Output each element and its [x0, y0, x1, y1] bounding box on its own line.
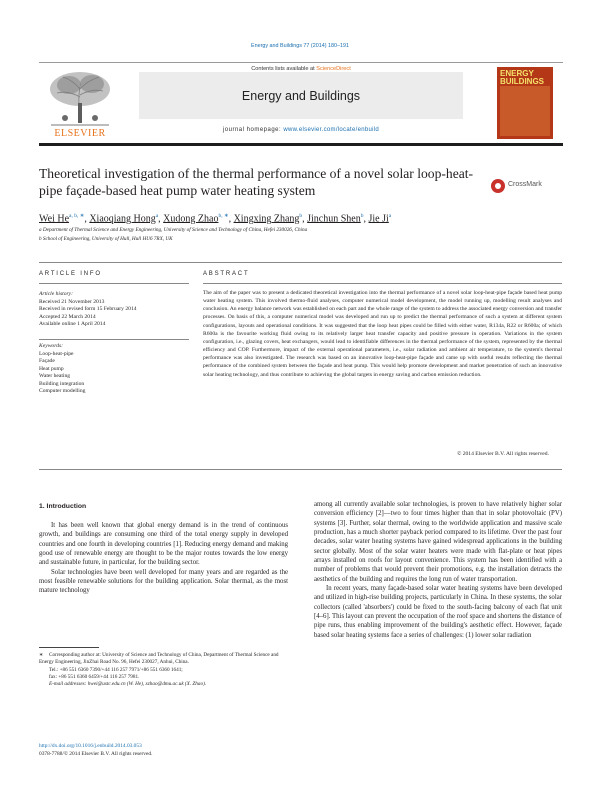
footnote-tel: Tel.: +86 551 6360 7390/+44 116 257 7971/+86 551 6360 1641;	[49, 666, 183, 673]
abstract-text: The aim of the paper was to present a dedicated theoretical investigation into the thermal performance of a novel solar loop-heat-pipe façade based heat pump water heating system. This involved thermo-fluid analyses, computer numerical model development, the model running up, modelling result analyses and conclusion. An energy balance network was established on each part and the whole range of the system to address the associated energy conversion and transfer processes. On basis of this, a computer numerical model was developed and run up to predict the thermal performance of such a system at different system configurations, layouts and operational conditions. It was suggested that the loop heat pipes could be filled with either water, R134a, R22 or R600a; of which R600a is the favourite working fluid owing to its relatively larger heat transfer capacity and positive pressure in operation. Variations in the system configuration, i.e., glazing covers, heat exchangers, would lead to identifiable differences in the thermal performance of the system, represented by the thermal efficiency and COP. Furthermore, impact of the external operational parameters, i.e., solar radiation and ambient air temperature, to the system's thermal performance was also investigated. The research was based on an innovative loop-heat-pipe façade and came up with useful results reflecting the thermal performance of the combined system between the façade and heat pump. This would help promote development and market penetration of such an innovative solar heating technology, and thus contribute to achieving the global targets in energy saving and carbon emission reduction.	[203, 290, 562, 378]
author-name[interactable]: Jie Ji	[368, 213, 389, 225]
contents-prefix: Contents lists available at	[251, 66, 317, 72]
author-affil[interactable]: a	[388, 213, 392, 219]
article-info-heading: ARTICLE INFO	[39, 271, 102, 277]
author-name[interactable]: Jinchun Shen	[307, 213, 361, 225]
journal-header	[39, 62, 563, 146]
divider	[39, 339, 189, 340]
affiliation-a: a Department of Thermal Science and Energy Engineering, University of Science and Technology of China, Hefei 230026, China	[39, 227, 308, 233]
keyword-item: Water heating	[39, 373, 71, 379]
keyword-item: Building integration	[39, 380, 85, 387]
affiliations	[39, 226, 559, 243]
crossmark-label: CrossMark	[508, 181, 542, 188]
keyword-item: Computer modelling	[39, 388, 86, 394]
body-paragraph: In recent years, many façade-based solar water heating systems have been developed and utilized in high-rise building projects, particularly in China. In these systems, the solar collectors (called 'absorbers') could be fixed to the south-facing balcony of each flat unit [4–6]. This layout can prevent the occupation of the roof space and shortens the distance of pipe runs, thus enabling improvement of the building's aesthetic effect. However, façade based solar heating systems face a series of challenges: (1) lower solar radiation	[314, 585, 562, 639]
footnote-divider	[39, 647, 99, 648]
cover-art	[500, 86, 550, 136]
doi-link[interactable]: http://dx.doi.org/10.1016/j.enbuild.2014.03.053	[39, 743, 142, 749]
keywords-heading: Keywords:	[39, 343, 64, 349]
divider	[39, 262, 562, 263]
issn-line: 0378-7788/© 2014 Elsevier B.V. All rights reserved.	[39, 751, 153, 757]
elsevier-wordmark: ELSEVIER	[54, 128, 106, 139]
sciencedirect-link[interactable]: ScienceDirect	[316, 66, 351, 72]
body-paragraph: It has been well known that global energy demand is in the trend of continuous growth, and buildings are consuming one third of the total energy supply in developed countries and one fourth in developing countries [1]. Reducing energy demand and making good use of renewable energy are thought to be the major routes towards the low energy and sustainable future, in particular, for the building sector.	[39, 522, 288, 567]
journal-reference[interactable]: Energy and Buildings 77 (2014) 180–191	[250, 43, 349, 49]
body-paragraph: Solar technologies have been well developed for many years and are regarded as the most feasible renewable solutions for the building application. Solar thermal, as the most mature technology	[39, 568, 288, 595]
author-affil[interactable]: b, ∗	[218, 213, 229, 219]
history-item: Accepted 22 March 2014	[39, 313, 96, 320]
footnote-marker: ∗	[39, 652, 44, 658]
author-affil[interactable]: a	[155, 213, 159, 219]
divider	[39, 283, 189, 284]
keyword-item: Heat pump	[39, 365, 64, 372]
history-item: Received in revised form 15 February 2014	[39, 306, 137, 312]
author-affil[interactable]: b	[360, 213, 364, 219]
article-title: Theoretical investigation of the thermal performance of a novel solar loop-heat-pipe façade-based heat pump water heating system	[39, 166, 474, 198]
contents-line	[39, 66, 563, 72]
author-sep: ,	[302, 213, 308, 225]
keyword-item: Façade	[39, 358, 55, 364]
author-name[interactable]: Xiaoqiang Hong	[89, 213, 156, 225]
author-sep: ,	[84, 213, 90, 225]
author-sep: ,	[363, 213, 369, 225]
crossmark-icon	[491, 179, 505, 193]
history-item: Available online 1 April 2014	[39, 321, 106, 327]
author-name[interactable]: Xingxing Zhang	[233, 213, 300, 225]
keywords	[39, 343, 189, 396]
history-heading: Article history:	[39, 291, 74, 297]
body-column-right	[314, 500, 562, 640]
divider	[203, 283, 562, 284]
copyright-line: © 2014 Elsevier B.V. All rights reserved.	[457, 451, 549, 457]
journal-cover-thumbnail	[497, 67, 553, 139]
homepage-prefix: journal homepage:	[222, 127, 284, 133]
body-paragraph: among all currently available solar technologies, is proven to have relatively higher solar conversion efficiency [2]—two to four times higher than that in solar photovoltaic (PV) systems [3]. Further, solar thermal, owing to the worldwide application and massive scale production, has a much shorter payback period compared to its lifetime. Over the past four decades, solar water heating systems have gained widespread applications in the building sector globally. Most of the solar water heaters were made with flat-plate or heat pipes arrays installed on roofs for layout convenience. This system has been identified with a number of problems that would prevent their promotions, e.g. the installation detracts the aesthetics of the building and requires the long run of water transportation.	[314, 501, 562, 583]
journal-title: Energy and Buildings	[241, 89, 361, 103]
author-sep: ,	[158, 213, 164, 225]
body-column-left	[39, 521, 288, 596]
author-sep: ,	[228, 213, 234, 225]
footnote-corresponding	[39, 652, 288, 667]
affiliation-b: b School of Engineering, University of Hull, Hull HU6 7RX, UK	[39, 235, 173, 242]
article-history	[39, 291, 189, 329]
history-item: Received 21 November 2013	[39, 298, 105, 305]
crossmark-badge[interactable]	[491, 178, 551, 194]
section-heading: 1. Introduction	[39, 503, 87, 510]
abstract-heading: ABSTRACT	[203, 271, 250, 277]
author-name[interactable]: Wei He	[39, 213, 70, 225]
footnote-email[interactable]: E-mail addresses: hwei@ustc.edu.cn (W. He), xzhao@dmu.ac.uk (X. Zhao).	[49, 681, 207, 688]
footnotes	[39, 652, 288, 688]
footnote-text: Corresponding author at: University of Science and Technology of China, Department of Thermal Science and Energy Engineering, JinZhai Road No. 96, Hefei 230027, Anhui, China.	[39, 652, 279, 666]
divider	[39, 469, 562, 470]
author-list	[39, 210, 559, 225]
publication-info	[39, 742, 339, 758]
author-affil[interactable]: a, b, ∗	[69, 213, 85, 219]
keyword-item: Loop-heat-pipe	[39, 350, 74, 357]
homepage-link[interactable]: www.elsevier.com/locate/enbuild	[283, 127, 380, 133]
homepage-line	[39, 127, 563, 133]
author-name[interactable]: Xudong Zhao	[163, 213, 219, 225]
footnote-fax: fax: +86 551 6360 6459/+44 116 257 7981.	[49, 673, 140, 680]
author-affil[interactable]: b	[299, 213, 303, 219]
cover-title: ENERGY BUILDINGS	[500, 69, 544, 86]
